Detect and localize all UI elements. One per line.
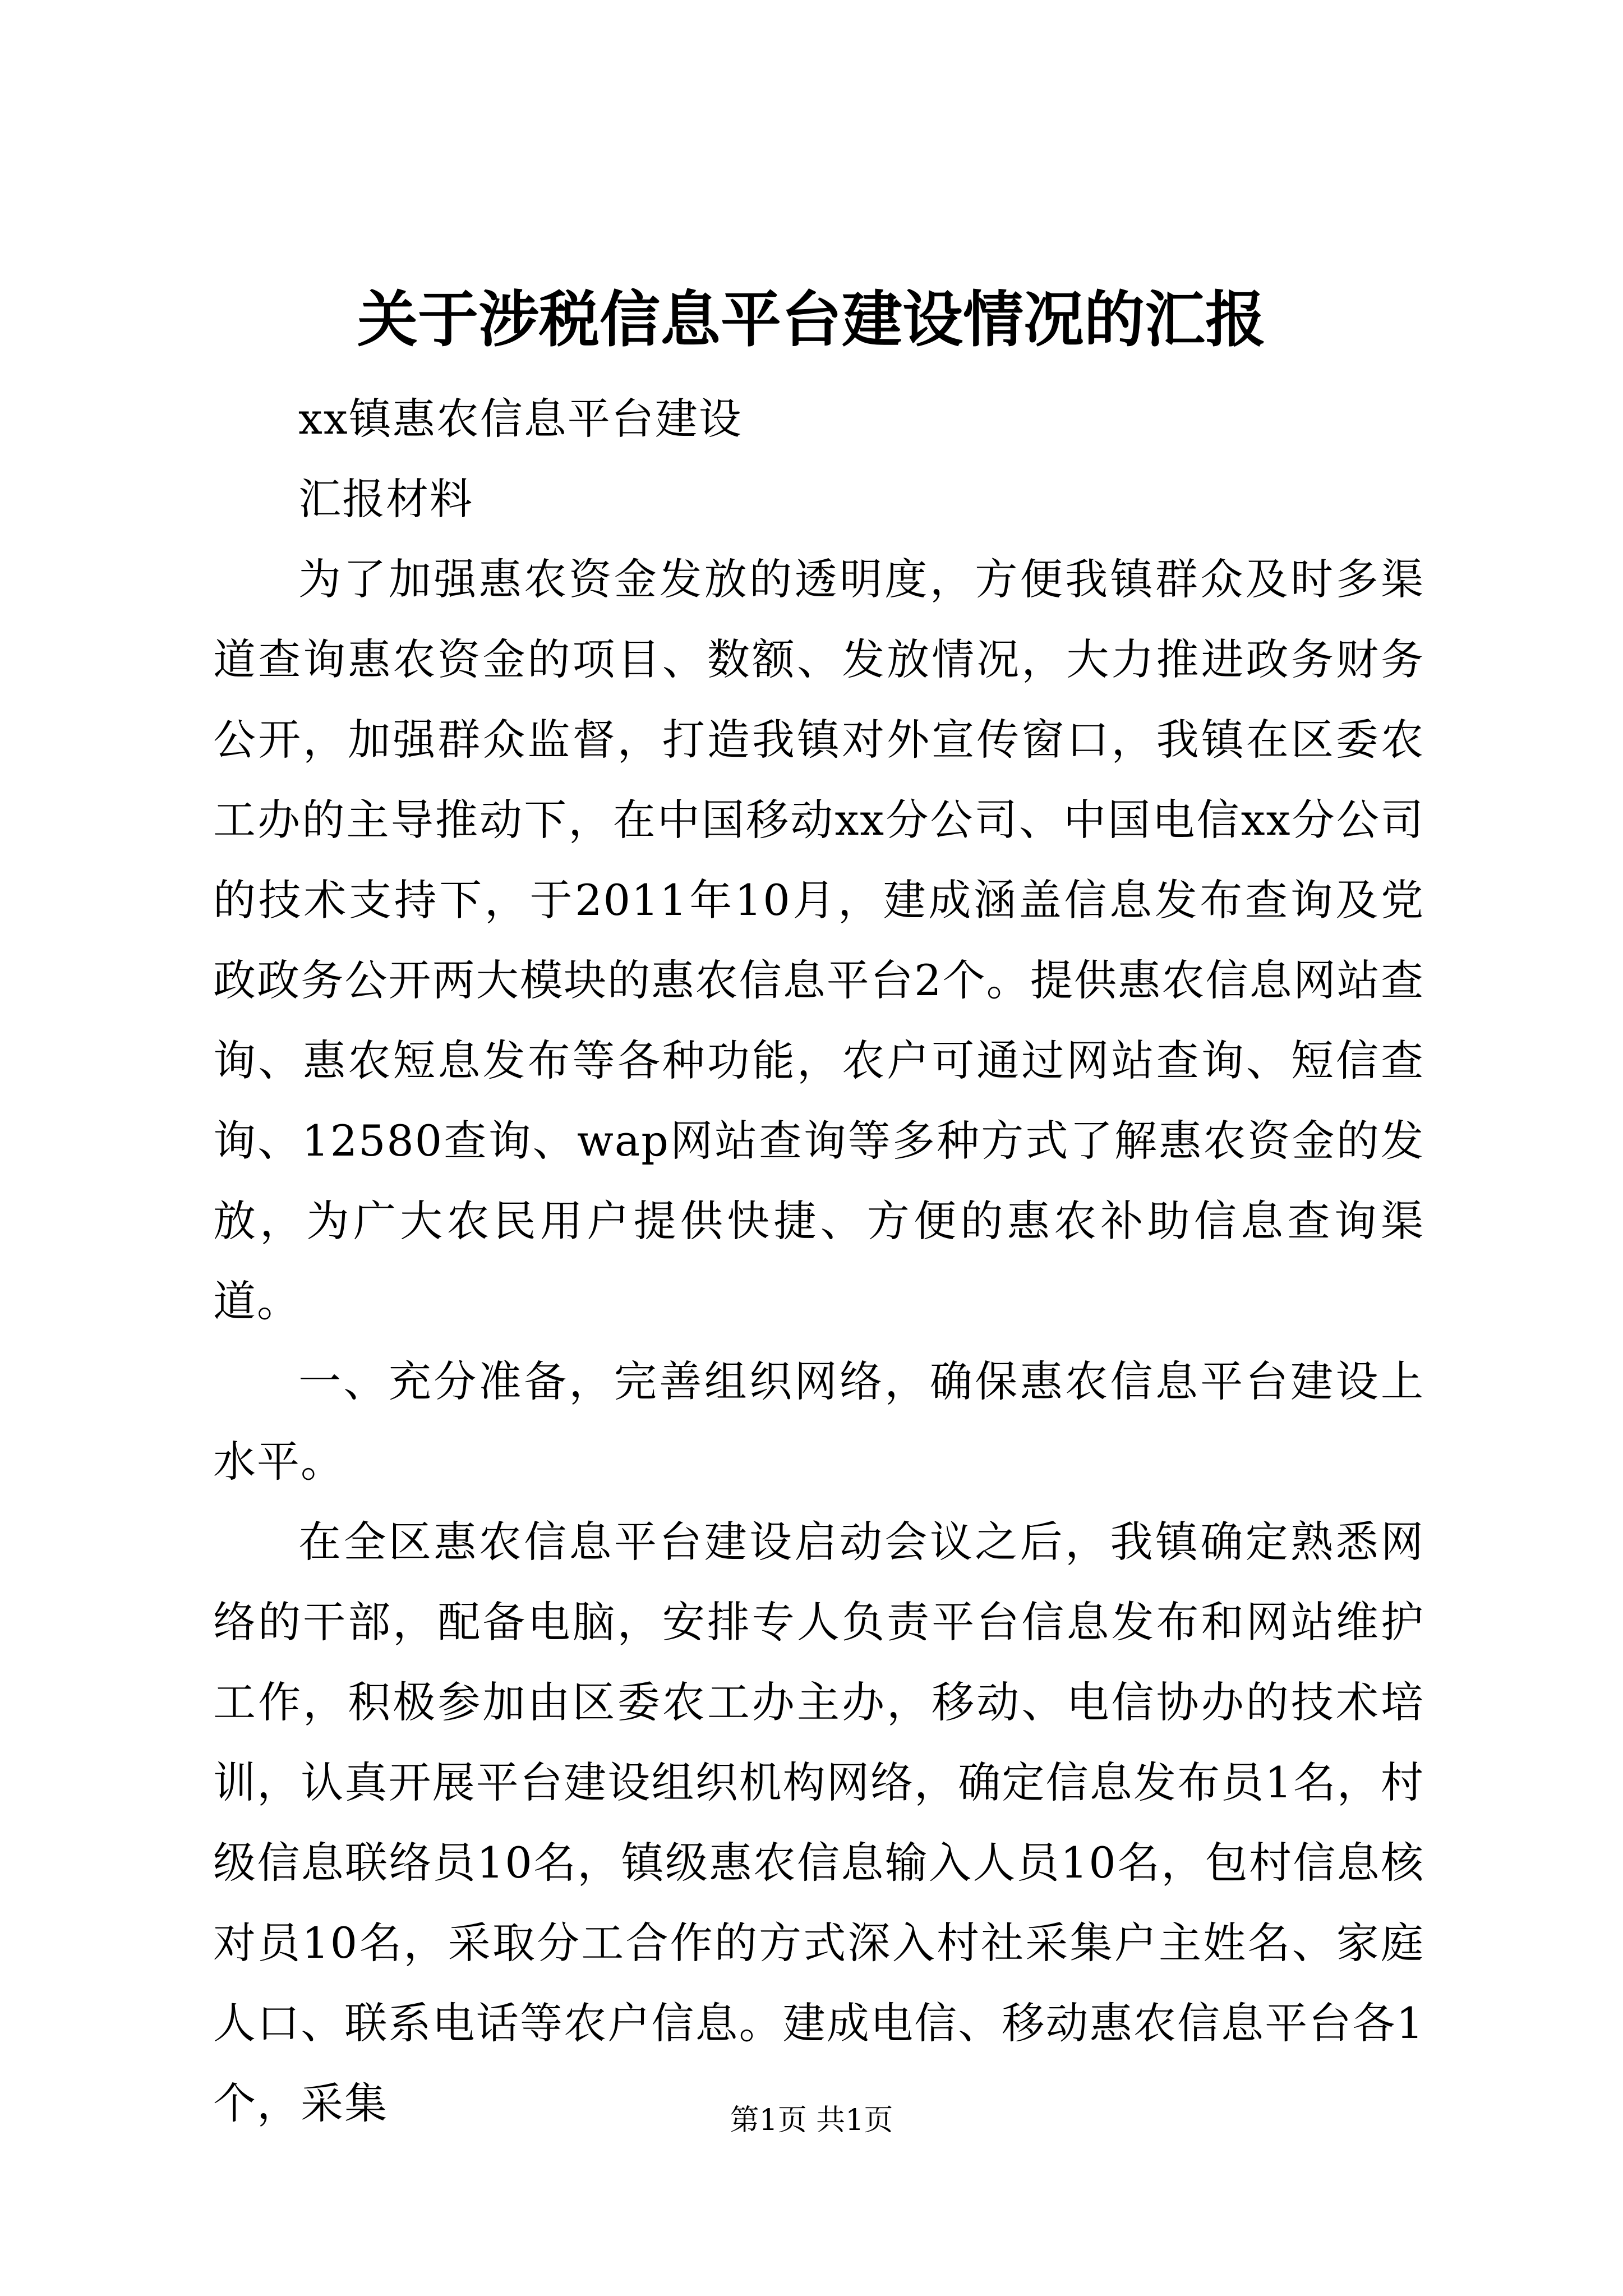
document-title: 关于涉税信息平台建设情况的汇报	[357, 284, 1266, 355]
paragraph-subtitle: xx镇惠农信息平台建设	[298, 394, 743, 444]
page-footer: 第1页 共1页	[730, 2104, 893, 2137]
section-heading-1: 一、充分准备，完善组织网络，确保惠农信息平台建设上水平。	[213, 1356, 1424, 1487]
paragraph-intro: 为了加强惠农资金发放的透明度，方便我镇群众及时多渠道查询惠农资金的项目、数额、发放情况，大力推进政务财务公开，加强群众监督，打造我镇对外宣传窗口，我镇在区委农工办的主导推动下，在中国移动xx分公司、中国电信xx分公司的技术支持下，于2011年10月，建成涵盖信息发布查询及党政政务公开两大模块的惠农信息平台2个。提供惠农信息网站查询、惠农短息发布等各种功能，农户可通过网站查询、短信查询、12580查询、wap网站查询等多种方式了解惠农资金的发放，为广大农民用户提供快捷、方便的惠农补助信息查询渠道。	[213, 554, 1424, 1326]
document-body	[213, 379, 1424, 2143]
paragraph-section-1: 在全区惠农信息平台建设启动会议之后，我镇确定熟悉网络的干部，配备电脑，安排专人负责平台信息发布和网站维护工作，积极参加由区委农工办主办，移动、电信协办的技术培训，认真开展平台建设组织机构网络，确定信息发布员1名，村级信息联络员10名，镇级惠农信息输入人员10名，包村信息核对员10名，采取分工合作的方式深入村社采集户主姓名、家庭人口、联系电话等农户信息。建成电信、移动惠农信息平台各1个，采集	[213, 1517, 1424, 2128]
paragraph-report-label: 汇报材料	[298, 474, 473, 524]
